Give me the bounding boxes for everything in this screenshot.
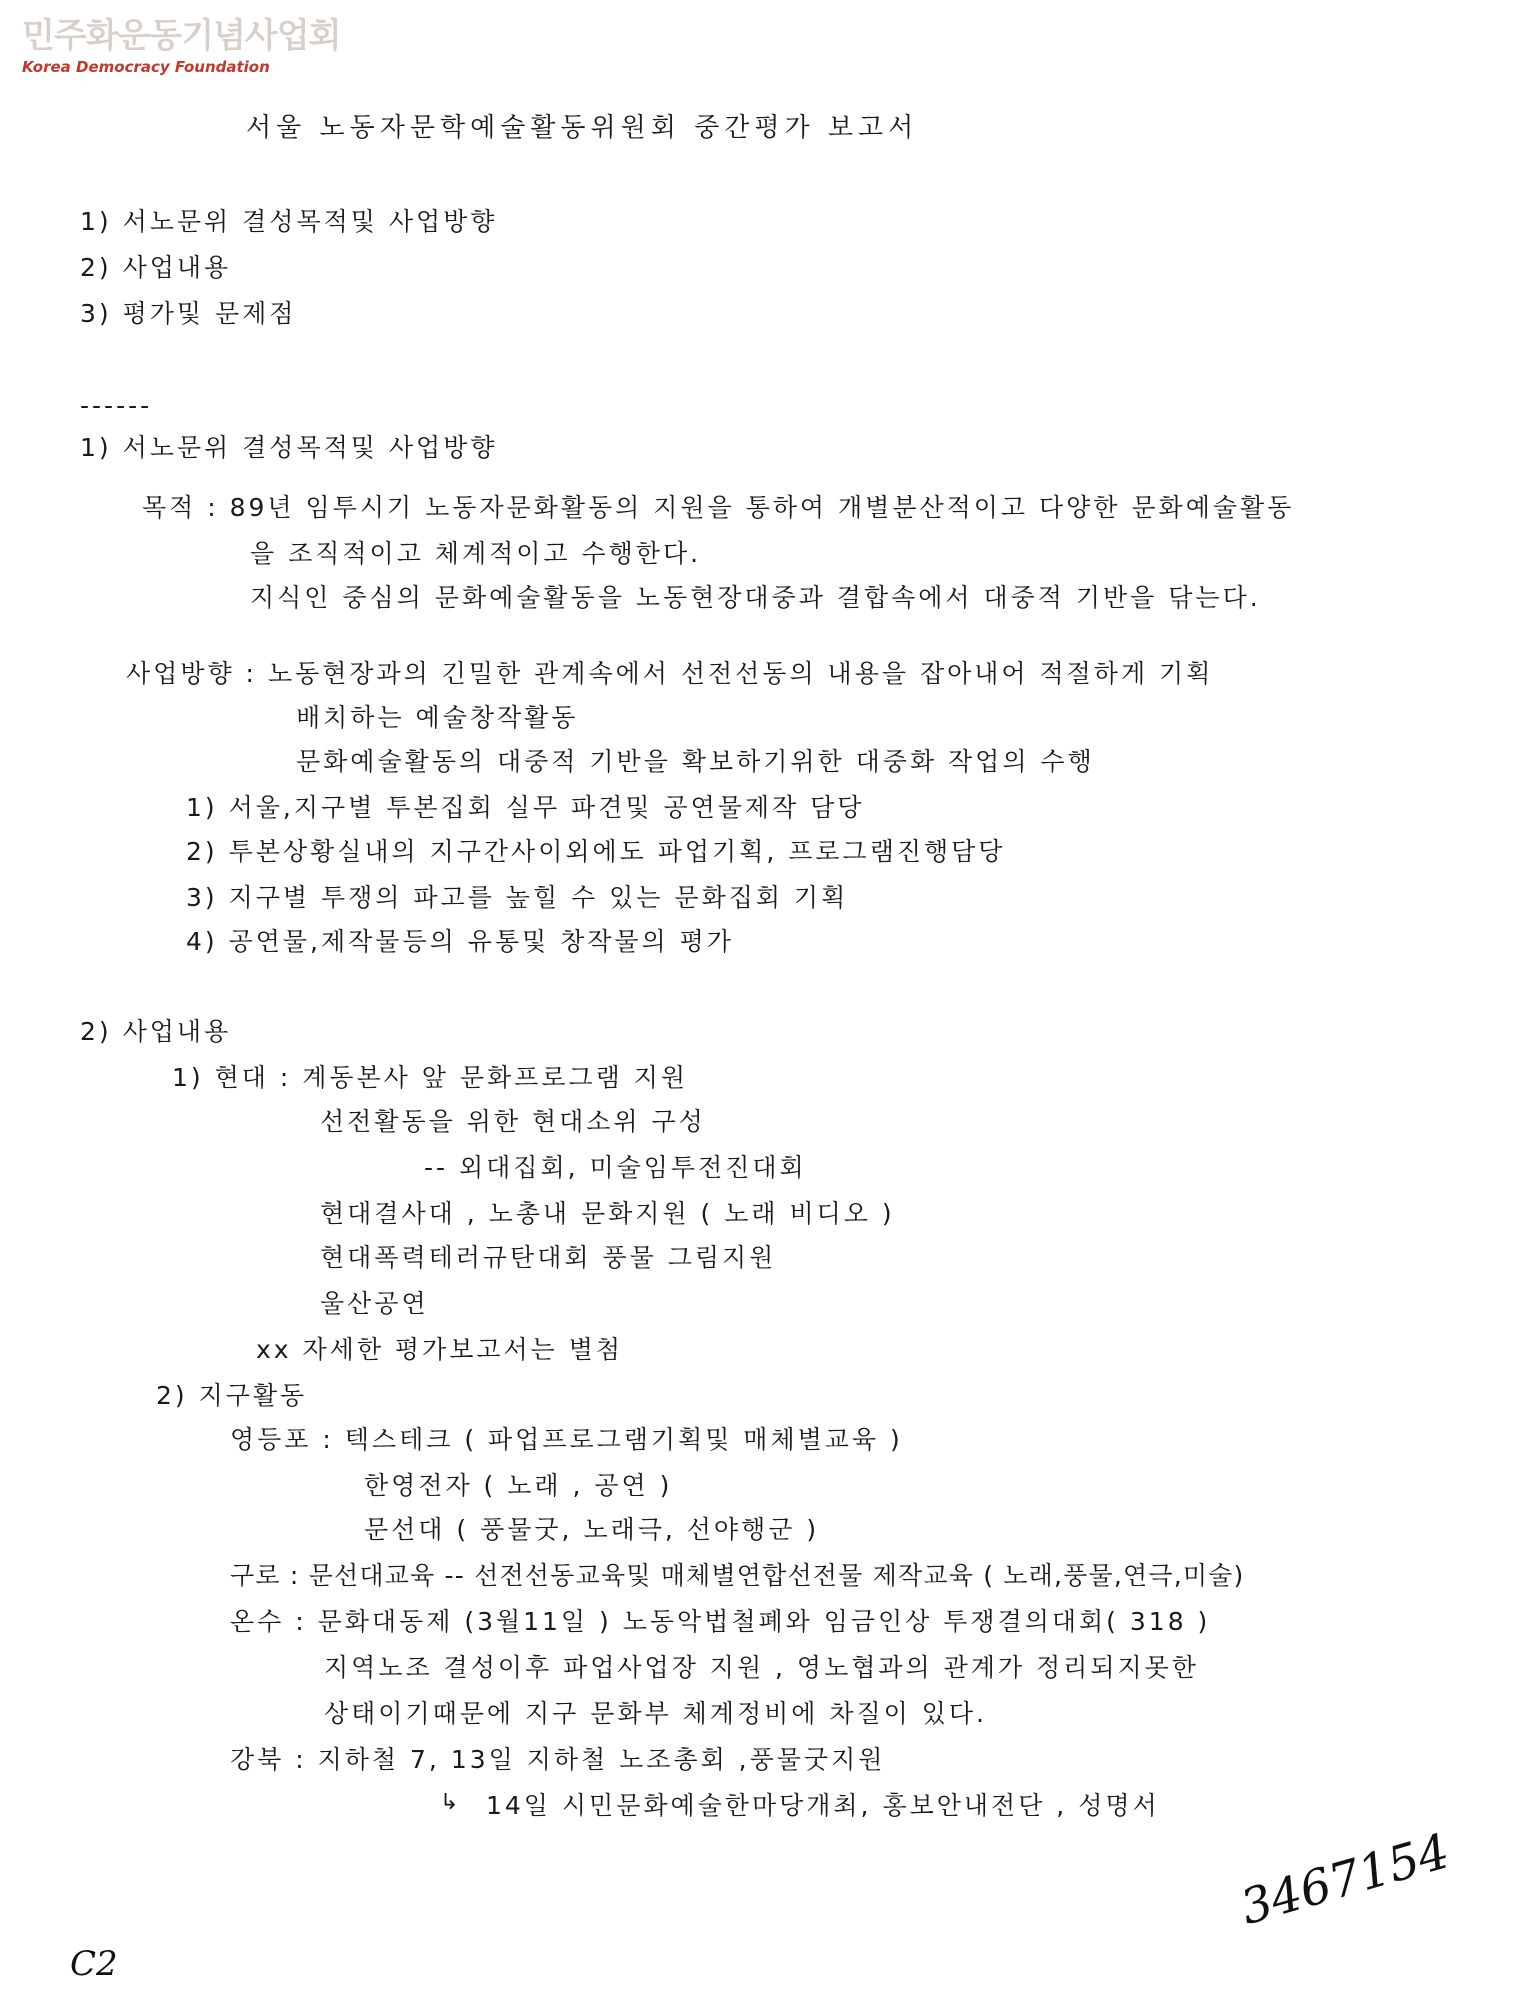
hyundai-note: xx 자세한 평가보고서는 별첨 xyxy=(256,1335,624,1364)
guro-line: 구로 : 문선대교육 -- 선전선동교육및 매체별연합선전물 제작교육 ( 노래,풍물,연극,미술) xyxy=(230,1561,1245,1590)
hyundai-line-2: 선전활동을 위한 현대소위 구성 xyxy=(320,1107,706,1136)
page-mark: C2 xyxy=(70,1944,118,1984)
hyundai-line-5: 현대폭력테러규탄대회 풍물 그림지원 xyxy=(320,1243,777,1272)
purpose-line-1: 목적 : 89년 임투시기 노동자문화활동의 지원을 통하여 개별분산적이고 다양한 문화예술활동 xyxy=(142,493,1295,522)
seongsu-line-2: 지역노조 결성이후 파업사업장 지원 , 영노협과의 관계가 정리되지못한 xyxy=(324,1653,1199,1682)
direction-item-3: 3) 지구별 투쟁의 파고를 높힐 수 있는 문화집회 기획 xyxy=(186,883,849,912)
section-1-heading: 1) 서노문위 결성목적및 사업방향 xyxy=(80,433,498,462)
arrow-icon: ↳ xyxy=(440,1790,459,1815)
watermark-org-ko: 민주화운동기념사업회 xyxy=(22,16,341,56)
hyundai-line-1: 1) 현대 : 계동본사 앞 문화프로그램 지원 xyxy=(172,1063,689,1092)
purpose-line-3: 지식인 중심의 문화예술활동을 노동현장대중과 결합속에서 대중적 기반을 닦는다. xyxy=(250,583,1261,612)
toc-item-1: 1) 서노문위 결성목적및 사업방향 xyxy=(80,207,498,236)
archive-number: 3467154 xyxy=(1234,1823,1456,1936)
hyundai-line-6: 울산공연 xyxy=(320,1289,429,1318)
yeongdeungpo-line-2: 한영전자 ( 노래 , 공연 ) xyxy=(364,1471,673,1500)
direction-item-2: 2) 투본상황실내의 지구간사이외에도 파업기획, 프로그램진행담당 xyxy=(186,837,1006,866)
toc-item-3: 3) 평가및 문제점 xyxy=(80,299,297,328)
section-divider: ------ xyxy=(80,391,153,420)
direction-item-4: 4) 공연물,제작물등의 유통및 창작물의 평가 xyxy=(186,927,734,956)
hyundai-line-4: 현대결사대 , 노총내 문화지원 ( 노래 비디오 ) xyxy=(320,1199,895,1228)
watermark-logo xyxy=(22,16,340,76)
seongsu-line-3: 상태이기때문에 지구 문화부 체계정비에 차질이 있다. xyxy=(324,1699,987,1728)
direction-line-1: 사업방향 : 노동현장과의 긴밀한 관계속에서 선전선동의 내용을 잡아내어 적절하게 기획 xyxy=(126,659,1214,688)
direction-line-3: 문화예술활동의 대중적 기반을 확보하기위한 대중화 작업의 수행 xyxy=(296,747,1095,776)
gangbuk-line-1: 강북 : 지하철 7, 13일 지하철 노조총회 ,풍물굿지원 xyxy=(230,1745,886,1774)
toc-item-2: 2) 사업내용 xyxy=(80,253,232,282)
section-2-heading: 2) 사업내용 xyxy=(80,1017,232,1046)
direction-item-1: 1) 서울,지구별 투본집회 실무 파견및 공연물제작 담당 xyxy=(186,793,865,822)
watermark-org-en: Korea Democracy Foundation xyxy=(22,58,270,76)
yeongdeungpo-line-1: 영등포 : 텍스테크 ( 파업프로그램기획및 매체별교육 ) xyxy=(230,1425,903,1454)
purpose-line-2: 을 조직적이고 체계적이고 수행한다. xyxy=(250,539,702,568)
hyundai-line-3: -- 외대집회, 미술임투전진대회 xyxy=(424,1153,807,1182)
yeongdeungpo-line-3: 문선대 ( 풍물굿, 노래극, 선야행군 ) xyxy=(364,1515,820,1544)
direction-line-2: 배치하는 예술창작활동 xyxy=(296,703,579,732)
district-heading: 2) 지구활동 xyxy=(156,1381,308,1410)
gangbuk-line-2: 14일 시민문화예술한마당개최, 홍보안내전단 , 성명서 xyxy=(486,1791,1160,1820)
seongsu-line-1: 온수 : 문화대동제 (3월11일 ) 노동악법철폐와 임금인상 투쟁결의대회( 318 ) xyxy=(230,1607,1211,1636)
document-title: 서울 노동자문학예술활동위원회 중간평가 보고서 xyxy=(246,113,919,143)
